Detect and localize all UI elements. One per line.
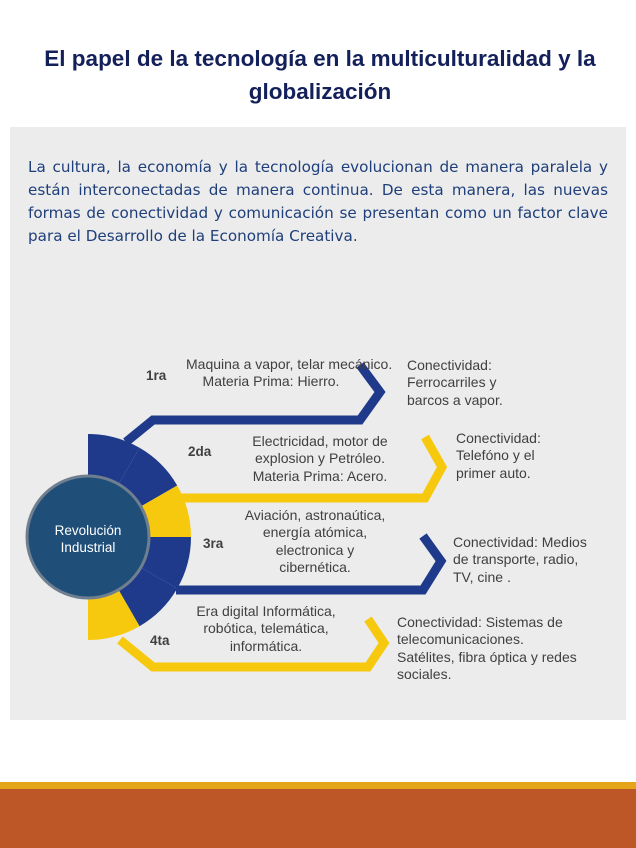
footer-band-orange [0, 789, 636, 848]
page-title: El papel de la tecnología en la multiculturalidad y la globalización [44, 46, 596, 104]
description-2: Electricidad, motor de explosion y Petróleo. Materia Prima: Acero. [252, 433, 388, 484]
hub-label: Revolución Industrial [54, 523, 122, 555]
label-4ta: 4ta [150, 633, 170, 648]
connectivity-2: Conectividad: Telefóno y el primer auto. [456, 430, 541, 481]
connectivity-4: Conectividad: Sistemas de telecomunicaciones. Satélites, fibra óptica y redes sociales. [397, 614, 577, 683]
label-1ra: 1ra [146, 368, 167, 383]
footer-band-gold [0, 782, 636, 789]
description-4: Era digital Informática, robótica, telemática, informática. [196, 603, 336, 654]
description-3: Aviación, astronaútica, energía atómica, electronica y cibernética. [226, 507, 404, 577]
label-3ra: 3ra [203, 536, 224, 551]
description-1: Maquina a vapor, telar mecánico. Materia Prima: Hierro. [186, 356, 393, 390]
connectivity-1: Conectividad: Ferrocarriles y barcos a vapor. [407, 357, 503, 408]
intro-paragraph: La cultura, la economía y la tecnología evolucionan de manera paralela y están interconectadas de manera continua. De esta manera, las nuevas formas de conectividad y comunicación se presentan como un factor clave para el Desarrollo de la Economía Creativa. [28, 158, 608, 245]
connectivity-3: Conectividad: Medios de transporte, radio, TV, cine . [453, 534, 587, 585]
label-2da: 2da [188, 444, 212, 459]
